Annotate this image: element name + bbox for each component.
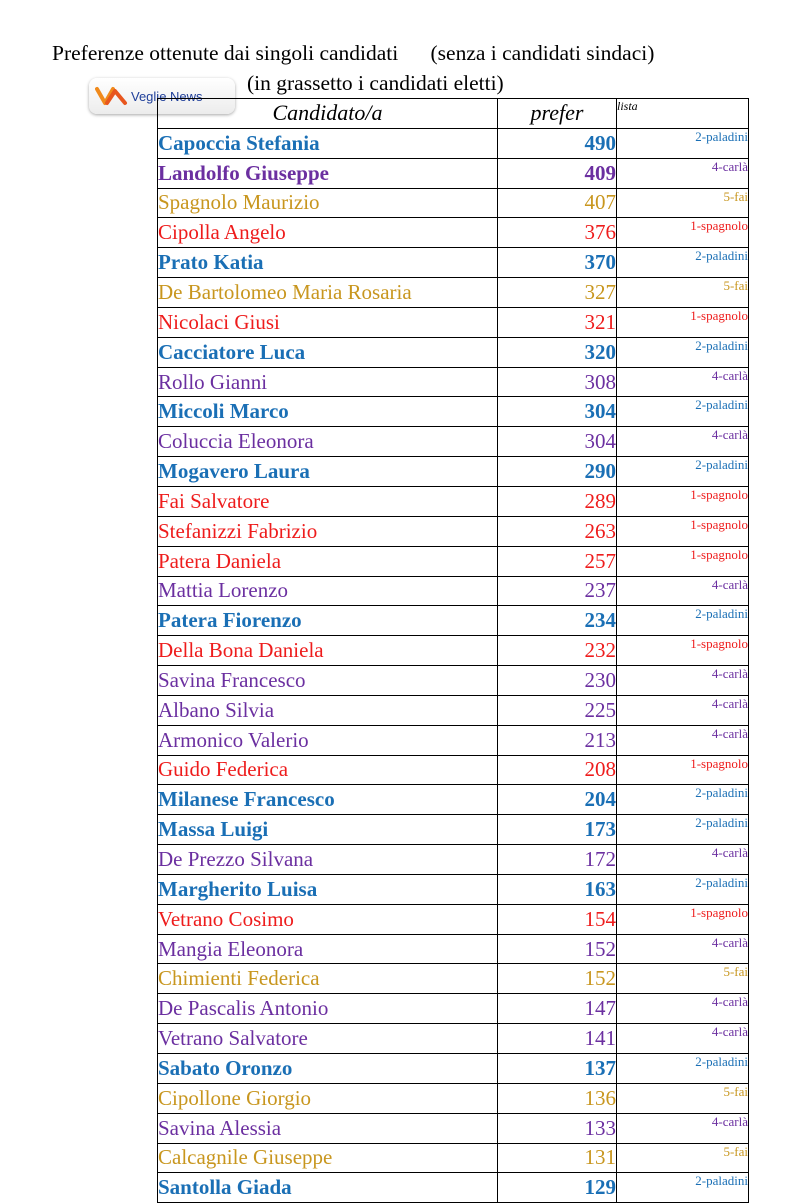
- list-name: 1-spagnolo: [617, 486, 749, 516]
- preference-count: 230: [498, 666, 617, 696]
- preference-count: 129: [498, 1173, 617, 1203]
- table-row: [158, 1143, 749, 1173]
- list-name: 5-fai: [617, 964, 749, 994]
- table-row: [158, 1083, 749, 1113]
- candidate-name: De Bartolomeo Maria Rosaria: [158, 278, 498, 308]
- candidate-name: Mangia Eleonora: [158, 934, 498, 964]
- list-name: 2-paladini: [617, 128, 749, 158]
- table-row: [158, 1173, 749, 1203]
- table-row: [158, 994, 749, 1024]
- preference-count: 172: [498, 845, 617, 875]
- preference-count: 370: [498, 248, 617, 278]
- table-row: [158, 367, 749, 397]
- candidate-name: Milanese Francesco: [158, 785, 498, 815]
- list-name: 2-paladini: [617, 1054, 749, 1084]
- list-name: 4-carlà: [617, 427, 749, 457]
- table-row: [158, 934, 749, 964]
- candidate-name: Mattia Lorenzo: [158, 576, 498, 606]
- preference-count: 163: [498, 874, 617, 904]
- list-name: 4-carlà: [617, 1024, 749, 1054]
- list-name: 4-carlà: [617, 666, 749, 696]
- candidate-name: De Pascalis Antonio: [158, 994, 498, 1024]
- table-row: [158, 307, 749, 337]
- preference-count: 237: [498, 576, 617, 606]
- list-name: 2-paladini: [617, 1173, 749, 1203]
- list-name: 2-paladini: [617, 874, 749, 904]
- candidate-name: Coluccia Eleonora: [158, 427, 498, 457]
- logo-text: Veglie News: [131, 88, 203, 104]
- preference-count: 173: [498, 815, 617, 845]
- preference-count: 152: [498, 934, 617, 964]
- list-name: 5-fai: [617, 278, 749, 308]
- preference-count: 208: [498, 755, 617, 785]
- candidate-name: Mogavero Laura: [158, 457, 498, 487]
- veglie-news-logo-icon: [95, 85, 129, 107]
- preference-count: 152: [498, 964, 617, 994]
- list-name: 2-paladini: [617, 337, 749, 367]
- preference-count: 234: [498, 606, 617, 636]
- candidate-name: Massa Luigi: [158, 815, 498, 845]
- candidate-name: Sabato Oronzo: [158, 1054, 498, 1084]
- column-header-list: lista: [617, 99, 749, 129]
- table-row: [158, 874, 749, 904]
- candidate-name: De Prezzo Silvana: [158, 845, 498, 875]
- preference-count: 133: [498, 1113, 617, 1143]
- candidate-name: Stefanizzi Fabrizio: [158, 516, 498, 546]
- candidate-name: Cipollone Giorgio: [158, 1083, 498, 1113]
- table-body: [158, 128, 749, 1202]
- table-row: [158, 725, 749, 755]
- preference-count: 136: [498, 1083, 617, 1113]
- table-row: [158, 845, 749, 875]
- list-name: 4-carlà: [617, 367, 749, 397]
- list-name: 4-carlà: [617, 845, 749, 875]
- candidate-name: Guido Federica: [158, 755, 498, 785]
- table-row: [158, 1113, 749, 1143]
- preference-count: 308: [498, 367, 617, 397]
- list-name: 2-paladini: [617, 785, 749, 815]
- preference-count: 289: [498, 486, 617, 516]
- candidate-name: Rollo Gianni: [158, 367, 498, 397]
- table-row: [158, 964, 749, 994]
- preference-count: 320: [498, 337, 617, 367]
- table-row: [158, 904, 749, 934]
- preference-count: 304: [498, 427, 617, 457]
- candidate-name: Patera Fiorenzo: [158, 606, 498, 636]
- candidate-name: Spagnolo Maurizio: [158, 188, 498, 218]
- table-row: [158, 397, 749, 427]
- preference-count: 225: [498, 695, 617, 725]
- table-row: [158, 278, 749, 308]
- list-name: 4-carlà: [617, 725, 749, 755]
- table-row: [158, 546, 749, 576]
- candidate-name: Savina Francesco: [158, 666, 498, 696]
- preference-count: 257: [498, 546, 617, 576]
- preference-count: 154: [498, 904, 617, 934]
- list-name: 5-fai: [617, 1083, 749, 1113]
- list-name: 4-carlà: [617, 994, 749, 1024]
- list-name: 2-paladini: [617, 457, 749, 487]
- candidate-name: Vetrano Salvatore: [158, 1024, 498, 1054]
- preference-count: 232: [498, 636, 617, 666]
- column-header-pref: prefer: [498, 99, 617, 129]
- table-row: [158, 457, 749, 487]
- candidate-name: Vetrano Cosimo: [158, 904, 498, 934]
- preference-count: 204: [498, 785, 617, 815]
- preference-count: 147: [498, 994, 617, 1024]
- candidate-name: Capoccia Stefania: [158, 128, 498, 158]
- preference-count: 327: [498, 278, 617, 308]
- candidate-name: Landolfo Giuseppe: [158, 158, 498, 188]
- table-row: [158, 188, 749, 218]
- candidate-name: Patera Daniela: [158, 546, 498, 576]
- preference-count: 290: [498, 457, 617, 487]
- list-name: 2-paladini: [617, 397, 749, 427]
- list-name: 5-fai: [617, 188, 749, 218]
- preference-count: 213: [498, 725, 617, 755]
- preference-count: 490: [498, 128, 617, 158]
- candidate-name: Santolla Giada: [158, 1173, 498, 1203]
- list-name: 2-paladini: [617, 606, 749, 636]
- list-name: 1-spagnolo: [617, 307, 749, 337]
- candidate-name: Albano Silvia: [158, 695, 498, 725]
- candidate-name: Savina Alessia: [158, 1113, 498, 1143]
- preference-count: 376: [498, 218, 617, 248]
- table-row: [158, 1024, 749, 1054]
- candidate-name: Calcagnile Giuseppe: [158, 1143, 498, 1173]
- list-name: 1-spagnolo: [617, 218, 749, 248]
- candidate-name: Cacciatore Luca: [158, 337, 498, 367]
- list-name: 1-spagnolo: [617, 546, 749, 576]
- list-name: 1-spagnolo: [617, 516, 749, 546]
- table-row: [158, 128, 749, 158]
- candidate-name: Fai Salvatore: [158, 486, 498, 516]
- preference-count: 141: [498, 1024, 617, 1054]
- table-row: [158, 218, 749, 248]
- table-row: [158, 636, 749, 666]
- table-row: [158, 695, 749, 725]
- list-name: 2-paladini: [617, 815, 749, 845]
- table-row: [158, 486, 749, 516]
- candidate-name: Margherito Luisa: [158, 874, 498, 904]
- table-row: [158, 1054, 749, 1084]
- candidate-name: Miccoli Marco: [158, 397, 498, 427]
- preference-count: 131: [498, 1143, 617, 1173]
- table-row: [158, 785, 749, 815]
- preference-count: 304: [498, 397, 617, 427]
- table-row: [158, 248, 749, 278]
- table-row: [158, 666, 749, 696]
- list-name: 2-paladini: [617, 248, 749, 278]
- list-name: 5-fai: [617, 1143, 749, 1173]
- page-title: Preferenze ottenute dai singoli candidati (senza i candidati sindaci): [52, 41, 655, 65]
- candidate-name: Prato Katia: [158, 248, 498, 278]
- table-row: [158, 576, 749, 606]
- candidate-name: Cipolla Angelo: [158, 218, 498, 248]
- table-row: [158, 755, 749, 785]
- column-header-name: Candidato/a: [158, 99, 498, 129]
- table-row: [158, 815, 749, 845]
- list-name: 4-carlà: [617, 695, 749, 725]
- list-name: 4-carlà: [617, 576, 749, 606]
- preferences-table: [157, 98, 749, 1203]
- candidate-name: Della Bona Daniela: [158, 636, 498, 666]
- preference-count: 137: [498, 1054, 617, 1084]
- table-row: [158, 427, 749, 457]
- list-name: 4-carlà: [617, 158, 749, 188]
- preference-count: 263: [498, 516, 617, 546]
- list-name: 4-carlà: [617, 934, 749, 964]
- list-name: 1-spagnolo: [617, 755, 749, 785]
- table-row: [158, 158, 749, 188]
- preference-count: 407: [498, 188, 617, 218]
- table-header-row: [158, 99, 749, 129]
- table-row: [158, 516, 749, 546]
- candidate-name: Chimienti Federica: [158, 964, 498, 994]
- list-name: 1-spagnolo: [617, 636, 749, 666]
- list-name: 4-carlà: [617, 1113, 749, 1143]
- candidate-name: Nicolaci Giusi: [158, 307, 498, 337]
- table-row: [158, 606, 749, 636]
- table-row: [158, 337, 749, 367]
- candidate-name: Armonico Valerio: [158, 725, 498, 755]
- page-subtitle: (in grassetto i candidati eletti): [247, 71, 504, 95]
- preference-count: 321: [498, 307, 617, 337]
- list-name: 1-spagnolo: [617, 904, 749, 934]
- preference-count: 409: [498, 158, 617, 188]
